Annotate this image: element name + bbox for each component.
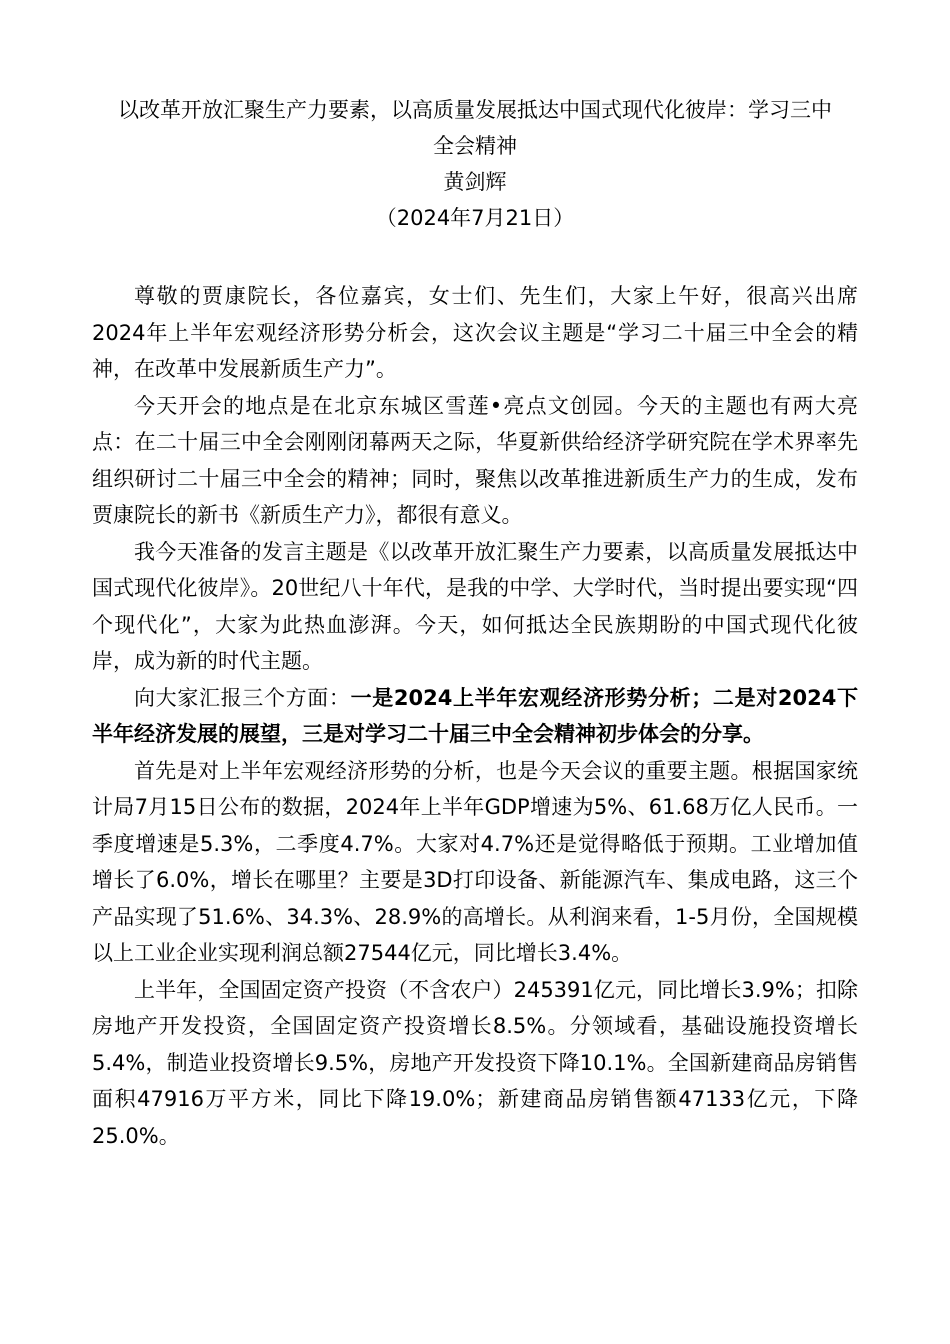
paragraph-greeting: 尊敬的贾康院长，各位嘉宾，女士们、先生们，大家上午好，很高兴出席2024年上半年宏观经济形势分析会，这次会议主题是“学习二十届三中全会的精神，在改革中发展新质生产力”。 bbox=[92, 284, 858, 381]
outline-intro: 向大家汇报三个方面： bbox=[134, 685, 351, 710]
paragraph-venue: 今天开会的地点是在北京东城区雪莲•亮点文创园。今天的主题也有两大亮点：在二十届三中全会刚刚闭幕两天之际，华夏新供给经济学研究院在学术界率先组织研讨二十届三中全会的精神；同时，聚焦以改革推进新质生产力的生成，发布贾康院长的新书《新质生产力》，都很有意义。 bbox=[92, 393, 858, 527]
paragraph-theme: 我今天准备的发言主题是《以改革开放汇聚生产力要素，以高质量发展抵达中国式现代化彼岸》。20世纪八十年代，是我的中学、大学时代，当时提出要实现“四个现代化”，大家为此热血澎湃。今天，如何抵达全民族期盼的中国式现代化彼岸，成为新的时代主题。 bbox=[92, 539, 858, 673]
title-block bbox=[92, 92, 858, 236]
spacer bbox=[92, 236, 858, 278]
paragraph-macro-analysis: 首先是对上半年宏观经济形势的分析，也是今天会议的重要主题。根据国家统计局7月15日公布的数据，2024年上半年GDP增速为5%、61.68万亿人民币。一季度增速是5.3%，二季度4.7%。大家对4.7%还是觉得略低于预期。工业增加值增长了6.0%，增长在哪里？主要是3D打印设备、新能源汽车、集成电路，这三个产品实现了51.6%、34.3%、28.9%的高增长。从利润来看，1-5月份，全国规模以上工业企业实现利润总额27544亿元，同比增长3.4%。 bbox=[92, 758, 858, 965]
document-date: （2024年7月21日） bbox=[375, 206, 575, 230]
document-author: 黄剑辉 bbox=[443, 170, 507, 194]
outline-points: 一是2024上半年宏观经济形势分析；二是对2024下半年经济发展的展望，三是对学习二十届三中全会精神初步体会的分享。 bbox=[92, 685, 858, 746]
document-title-line-1: 以改革开放汇聚生产力要素，以高质量发展抵达中国式现代化彼岸：学习三中 bbox=[118, 98, 832, 122]
paragraph-investment: 上半年，全国固定资产投资（不含农户）245391亿元，同比增长3.9%；扣除房地产开发投资，全国固定资产投资增长8.5%。分领域看，基础设施投资增长5.4%，制造业投资增长9.5%，房地产开发投资下降10.1%。全国新建商品房销售面积47916万平方米，同比下降19.0%；新建商品房销售额47133亿元，下降25.0%。 bbox=[92, 977, 858, 1148]
document-page bbox=[92, 92, 858, 1154]
document-title-line-2: 全会精神 bbox=[433, 134, 517, 158]
document-body bbox=[92, 278, 858, 1154]
paragraph-outline bbox=[92, 680, 858, 753]
